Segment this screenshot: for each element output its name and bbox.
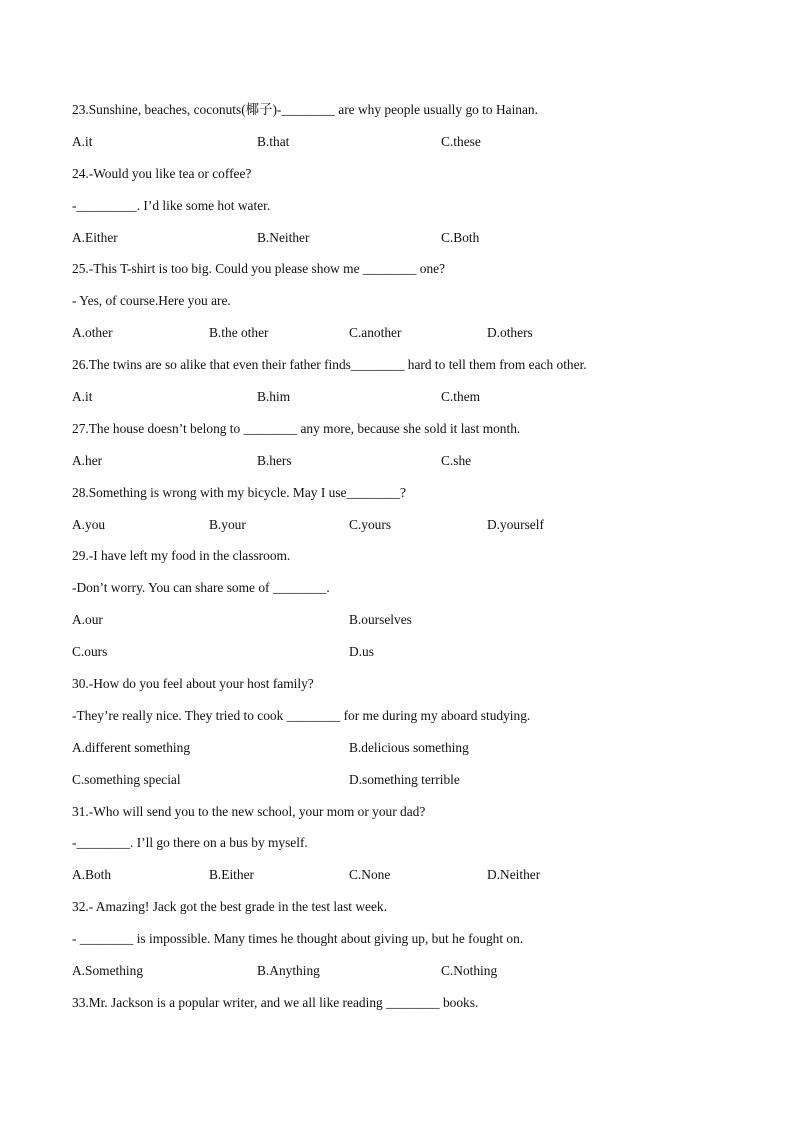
answer-option: C.them	[441, 389, 481, 405]
question-block	[72, 418, 732, 482]
answer-option: B.Neither	[257, 229, 310, 245]
answer-option: C.she	[441, 452, 472, 468]
option-row	[72, 227, 732, 259]
answer-option: A.her	[72, 452, 103, 468]
question-stem: 23.Sunshine, beaches, coconuts(椰子)-________ are why people usually go to Hainan.	[72, 102, 538, 117]
question-block	[72, 99, 732, 163]
option-row	[72, 641, 732, 673]
question-block	[72, 545, 732, 673]
answer-option: A.you	[72, 516, 106, 532]
question-stem: 30.-How do you feel about your host family?	[72, 676, 314, 692]
dialogue-line: - ________ is impossible. Many times he thought about giving up, but he fought on.	[72, 931, 524, 947]
question-stem: 25.-This T-shirt is too big. Could you please show me ________ one?	[72, 261, 446, 277]
answer-option: D.others	[487, 325, 533, 341]
answer-option: A.Both	[72, 867, 112, 883]
answer-option: C.yours	[349, 516, 392, 532]
dialogue-line: -________. I’ll go there on a bus by myself.	[72, 835, 308, 851]
answer-option: A.it	[72, 389, 93, 405]
option-row	[72, 769, 732, 801]
option-row	[72, 609, 732, 641]
answer-option: B.ourselves	[349, 612, 412, 628]
option-row	[72, 864, 732, 896]
answer-option: C.Both	[441, 229, 480, 245]
answer-option: B.him	[257, 389, 291, 405]
answer-option: C.Nothing	[441, 963, 498, 979]
question-block	[72, 992, 732, 1024]
option-row	[72, 322, 732, 354]
question-block	[72, 896, 732, 992]
answer-option: B.the other	[209, 325, 269, 341]
question-stem: 32.- Amazing! Jack got the best grade in the test last week.	[72, 899, 387, 915]
document-page	[72, 99, 732, 1024]
question-stem: 33.Mr. Jackson is a popular writer, and we all like reading ________ books.	[72, 994, 479, 1010]
question-stem: 26.The twins are so alike that even their father finds________ hard to tell them from each other.	[72, 357, 587, 373]
answer-option: D.something terrible	[349, 771, 460, 787]
dialogue-line: -They’re really nice. They tried to cook ________ for me during my aboard studying.	[72, 707, 531, 723]
question-block	[72, 482, 732, 546]
answer-option: B.Either	[209, 867, 254, 883]
answer-option: A.Either	[72, 229, 118, 245]
option-row	[72, 131, 732, 163]
answer-option: A.different something	[72, 739, 191, 755]
question-block	[72, 801, 732, 897]
answer-option: D.Neither	[487, 867, 541, 883]
question-stem: 24.-Would you like tea or coffee?	[72, 165, 252, 181]
option-row	[72, 960, 732, 992]
option-row	[72, 737, 732, 769]
answer-option: B.delicious something	[349, 739, 469, 755]
option-row	[72, 450, 732, 482]
option-row	[72, 514, 732, 546]
answer-option: B.that	[257, 133, 290, 149]
question-block	[72, 673, 732, 801]
answer-option: A.our	[72, 612, 103, 628]
answer-option: B.Anything	[257, 963, 320, 979]
dialogue-line: -Don’t worry. You can share some of ________.	[72, 580, 330, 596]
answer-option: B.your	[209, 516, 246, 532]
question-stem: 27.The house doesn’t belong to ________ any more, because she sold it last month.	[72, 420, 521, 436]
answer-option: D.us	[349, 644, 374, 660]
dialogue-line: -_________. I’d like some hot water.	[72, 197, 271, 213]
question-stem: 29.-I have left my food in the classroom.	[72, 548, 291, 564]
answer-option: B.hers	[257, 452, 292, 468]
question-stem: 31.-Who will send you to the new school, your mom or your dad?	[72, 803, 426, 819]
dialogue-line: - Yes, of course.Here you are.	[72, 293, 231, 309]
answer-option: A.other	[72, 325, 113, 341]
answer-option: C.None	[349, 867, 391, 883]
answer-option: C.something special	[72, 771, 181, 787]
option-row	[72, 386, 732, 418]
question-block	[72, 258, 732, 354]
question-stem: 28.Something is wrong with my bicycle. May I use________?	[72, 484, 406, 500]
answer-option: C.ours	[72, 644, 108, 660]
answer-option: C.another	[349, 325, 402, 341]
question-block	[72, 354, 732, 418]
question-block	[72, 163, 732, 259]
answer-option: A.Something	[72, 963, 144, 979]
answer-option: D.yourself	[487, 516, 544, 532]
answer-option: A.it	[72, 133, 93, 149]
answer-option: C.these	[441, 133, 481, 149]
